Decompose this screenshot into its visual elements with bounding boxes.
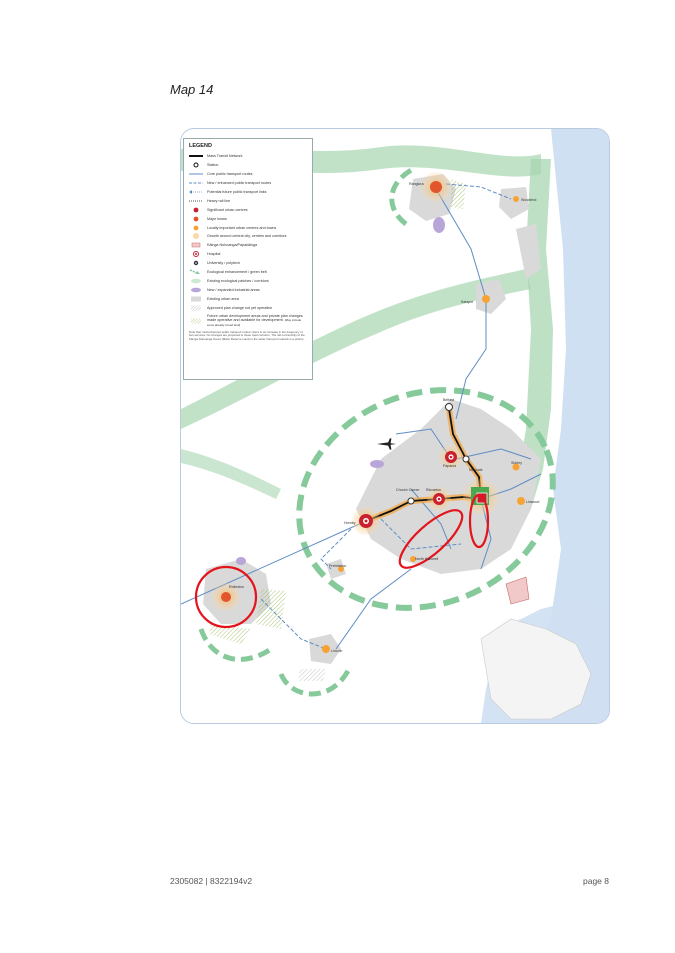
heavy-rail-icon bbox=[189, 198, 203, 204]
label-lincoln: Lincoln bbox=[331, 649, 343, 653]
kainga-icon bbox=[189, 242, 203, 248]
legend-item: Approved plan change not yet operative bbox=[189, 303, 307, 312]
legend-item: Existing ecological patches / corridors bbox=[189, 276, 307, 285]
southern-green-corridor bbox=[181, 449, 281, 499]
legend-item: Hospital bbox=[189, 250, 307, 259]
future-development-lincoln bbox=[299, 669, 326, 681]
label-riccarton: Riccarton bbox=[426, 488, 442, 492]
legend-item: Mass Transit Network bbox=[189, 152, 307, 161]
label-merivale: Merivale bbox=[469, 468, 483, 472]
airplane-icon bbox=[377, 438, 396, 449]
church-corner-station bbox=[408, 498, 414, 504]
label-church-corner: Church Corner bbox=[396, 488, 420, 492]
label-rangiora: Rangiora bbox=[409, 182, 424, 186]
green-belt-icon bbox=[189, 269, 203, 275]
document-reference: 2305082 | 8322194v2 bbox=[170, 876, 253, 886]
label-hornby: Hornby bbox=[344, 521, 356, 525]
legend-item: Core public transport routes bbox=[189, 170, 307, 179]
belfast-station bbox=[446, 404, 453, 411]
map-legend bbox=[183, 138, 313, 380]
ecological-patch-icon bbox=[189, 278, 203, 284]
label-shirley: Shirley bbox=[511, 461, 522, 465]
kainga-nohoanga-area bbox=[506, 577, 529, 604]
urban-area-icon bbox=[189, 296, 203, 302]
legend-item: Major towns bbox=[189, 214, 307, 223]
university-icon bbox=[189, 260, 203, 266]
legend-item: New / expanded industrial areas bbox=[189, 285, 307, 294]
core-route-icon bbox=[189, 171, 203, 177]
legend-item: Ecological enhancement / green belt bbox=[189, 268, 307, 277]
label-belfast: Belfast bbox=[443, 398, 454, 402]
growth-halo-icon bbox=[189, 233, 203, 239]
legend-item: Locally important urban centres and towns bbox=[189, 223, 307, 232]
approved-plan-icon bbox=[189, 305, 203, 311]
legend-item: Heavy rail line bbox=[189, 196, 307, 205]
label-woodend: Woodend bbox=[521, 198, 537, 202]
major-town-icon bbox=[189, 216, 203, 222]
industrial-area-airport bbox=[370, 460, 384, 468]
page-number: page 8 bbox=[583, 876, 609, 886]
future-urban-icon bbox=[189, 318, 203, 324]
legend-item: Potential future public transport links bbox=[189, 188, 307, 197]
mass-transit-icon bbox=[189, 153, 203, 159]
hospital-icon bbox=[189, 251, 203, 257]
industrial-area-rolleston bbox=[236, 557, 246, 565]
legend-item: Kāinga Nohoanga/Papakāinga bbox=[189, 241, 307, 250]
legend-note: Note that 'new/enhanced public transport routes' refers to an increase in the frequency of bus services. No changes are proposed to these road corridors. The rail connectivity of the Kāinga Nohoanga Zones (Māori Reserve Land) to the wider transport network is a priority. bbox=[189, 330, 305, 341]
legend-item: Growth around central city, centres and corridors bbox=[189, 232, 307, 241]
label-rolleston: Rolleston bbox=[229, 585, 244, 589]
label-north-halswell: North Halswell bbox=[415, 557, 439, 561]
significant-centre-icon bbox=[189, 207, 203, 213]
map-title: Map 14 bbox=[170, 82, 214, 97]
industrial-icon bbox=[189, 287, 203, 293]
woodend-urban-area bbox=[499, 187, 529, 219]
future-development-rangiora bbox=[451, 179, 466, 209]
legend-item: New / enhanced public transport routes bbox=[189, 179, 307, 188]
legend-item: University / polytech bbox=[189, 259, 307, 268]
merivale-station bbox=[463, 456, 469, 462]
legend-item: Significant urban centres bbox=[189, 205, 307, 214]
label-linwood: Linwood bbox=[526, 500, 540, 504]
station-icon bbox=[189, 162, 203, 168]
label-kaiapoi: Kaiapoi bbox=[461, 300, 473, 304]
christchurch-urban-area bbox=[356, 399, 541, 574]
green-belt-arc-rangiora bbox=[392, 169, 413, 224]
future-link-icon bbox=[189, 189, 203, 195]
label-papanui: Papanui bbox=[443, 464, 457, 468]
enhanced-route-icon bbox=[189, 180, 203, 186]
legend-item: Future urban development areas and private plan changes made operative and available for development. (May include some already zoned land) bbox=[189, 312, 307, 329]
legend-heading: LEGEND bbox=[189, 143, 212, 149]
local-centre-icon bbox=[189, 225, 203, 231]
label-prebbleton: Prebbleton bbox=[329, 564, 347, 568]
industrial-area-rangiora bbox=[433, 217, 445, 233]
legend-item: Station bbox=[189, 161, 307, 170]
legend-item: Existing urban area bbox=[189, 294, 307, 303]
